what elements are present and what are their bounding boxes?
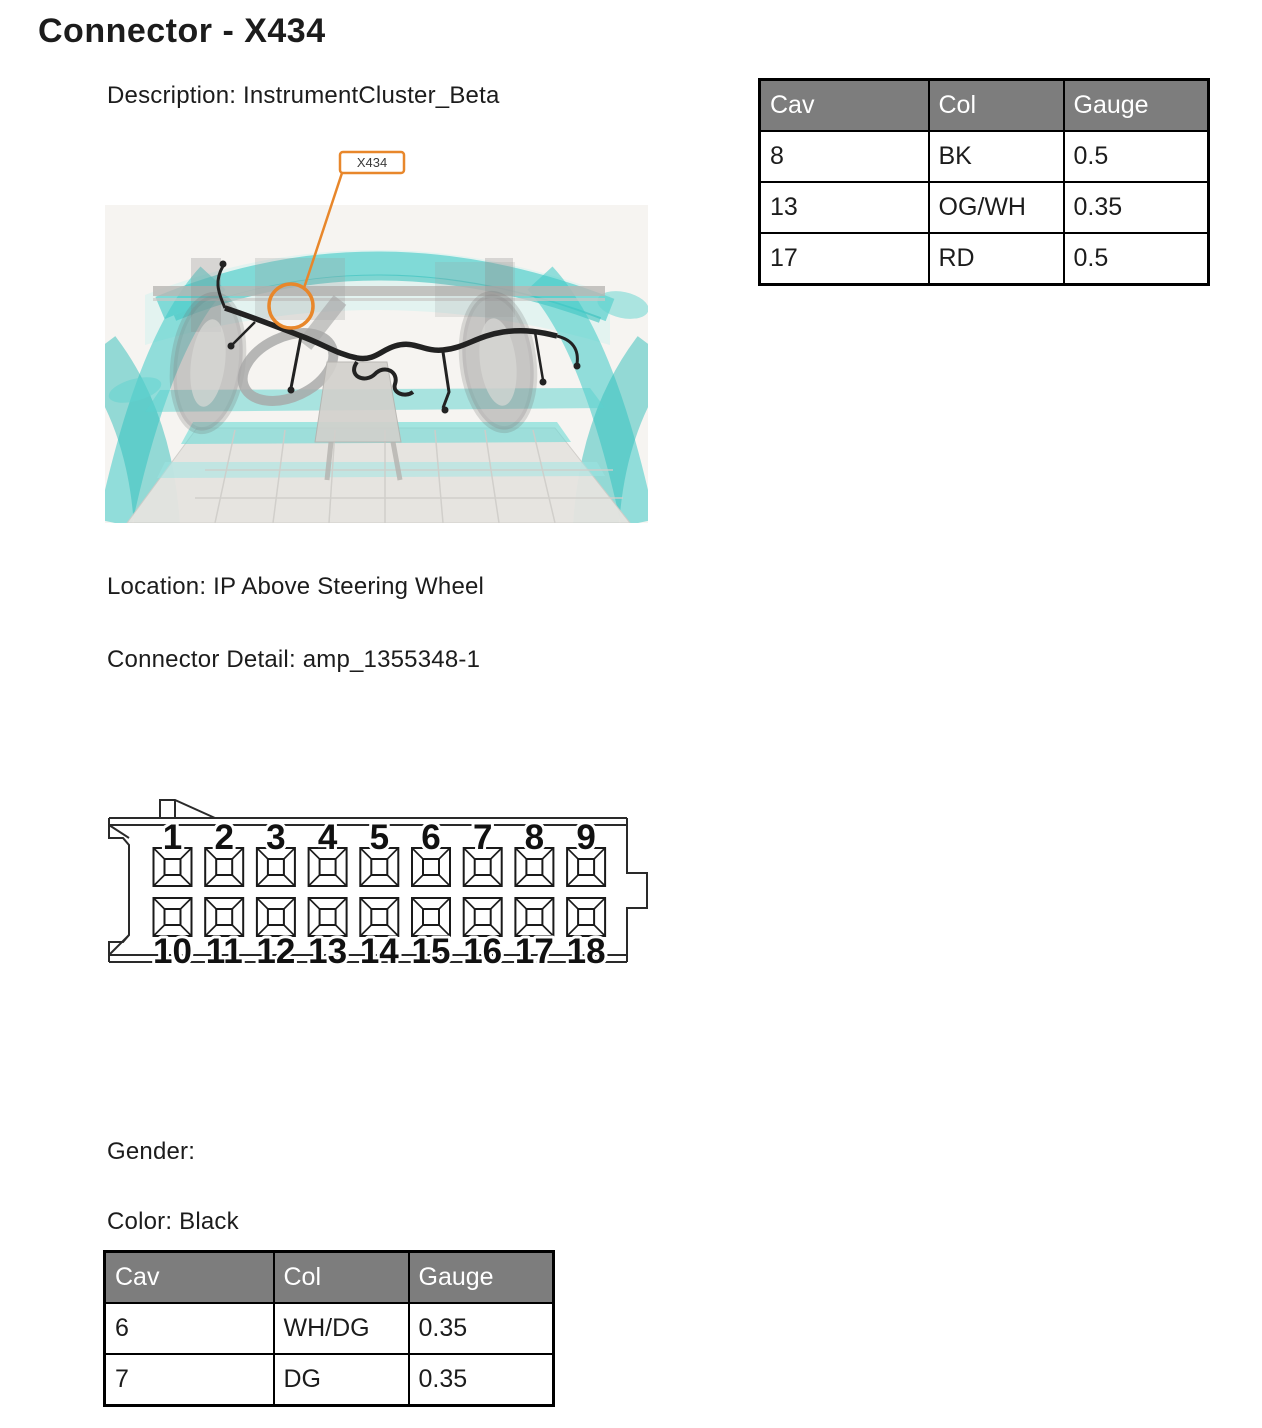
pin-number: 3 [266, 818, 286, 857]
table-row [760, 131, 1209, 182]
pin-number: 11 [205, 932, 243, 971]
pin-cavity [463, 898, 502, 971]
pin-cavity [256, 898, 295, 971]
cell-gauge: 0.35 [409, 1354, 554, 1406]
gender-label: Gender: [107, 1138, 196, 1165]
pin-number: 10 [153, 932, 192, 971]
location-label: Location: [107, 573, 207, 600]
cell-cav: 7 [105, 1354, 274, 1406]
pin-number: 9 [576, 818, 596, 857]
color-label: Color: [107, 1208, 173, 1235]
cell-col: DG [274, 1354, 409, 1406]
cell-col: RD [929, 233, 1064, 285]
pin-cavity [154, 818, 192, 886]
pin-cavity [412, 818, 450, 886]
pin-number: 14 [359, 932, 399, 971]
page-title: Connector - X434 [38, 12, 326, 50]
description-line [107, 82, 500, 110]
center-console [315, 362, 401, 442]
pin-number: 16 [463, 932, 503, 971]
table-header-row [760, 80, 1209, 132]
pin-cavity [257, 818, 295, 886]
connector-detail-label: Connector Detail: [107, 646, 296, 673]
pin-row-top [154, 818, 606, 886]
color-line [107, 1208, 239, 1236]
pin-cavity [205, 818, 243, 886]
col-header-col: Col [929, 80, 1064, 132]
cell-col: WH/DG [274, 1303, 409, 1354]
pin-cavity [464, 818, 502, 886]
pin-number: 17 [514, 932, 554, 971]
pin-number: 1 [162, 818, 183, 857]
pin-cavity [567, 818, 605, 886]
pin-cavity [360, 898, 399, 971]
pin-cavity [412, 898, 451, 971]
pin-cavity [360, 818, 398, 886]
cell-gauge: 0.5 [1064, 233, 1209, 285]
location-value: IP Above Steering Wheel [213, 573, 485, 600]
pin-number: 7 [472, 818, 493, 857]
connector-detail-value: amp_1355348-1 [302, 646, 481, 673]
pin-number: 13 [308, 932, 348, 971]
pin-cavity [153, 898, 192, 971]
cell-gauge: 0.5 [1064, 131, 1209, 182]
col-header-cav: Cav [105, 1252, 274, 1304]
description-value: InstrumentCluster_Beta [243, 82, 500, 109]
pin-number: 2 [214, 818, 234, 857]
cell-gauge: 0.35 [1064, 182, 1209, 233]
col-header-gauge: Gauge [409, 1252, 554, 1304]
pin-number: 6 [421, 818, 441, 857]
pin-number: 15 [411, 932, 451, 971]
location-line [107, 573, 484, 601]
pin-cavity [567, 898, 606, 971]
cell-col: OG/WH [929, 182, 1064, 233]
cell-cav: 6 [105, 1303, 274, 1354]
wire-table-bottom [103, 1250, 555, 1407]
vehicle-cutaway-image [105, 140, 648, 523]
cell-col: BK [929, 131, 1064, 182]
cell-cav: 17 [760, 233, 929, 285]
pin-cavity [308, 898, 347, 971]
pin-row-bottom [153, 898, 606, 971]
vehicle-location-figure [105, 140, 648, 523]
gender-line [107, 1138, 195, 1166]
table-row [760, 182, 1209, 233]
connector-detail-line [107, 646, 480, 674]
table-header-row [105, 1252, 554, 1304]
col-header-gauge: Gauge [1064, 80, 1209, 132]
pin-number: 12 [256, 932, 296, 971]
cell-cav: 8 [760, 131, 929, 182]
pin-number: 4 [317, 818, 338, 857]
pin-number: 5 [369, 818, 390, 857]
pin-cavity [205, 898, 243, 971]
pin-cavity [515, 898, 554, 971]
table-row [105, 1354, 554, 1406]
pin-cavity [515, 818, 553, 886]
connector-pinout-diagram [105, 785, 650, 977]
col-header-col: Col [274, 1252, 409, 1304]
description-label: Description: [107, 82, 237, 109]
callout-label: X434 [356, 155, 388, 170]
col-header-cav: Cav [760, 80, 929, 132]
cell-gauge: 0.35 [409, 1303, 554, 1354]
table-row [760, 233, 1209, 285]
cell-cav: 13 [760, 182, 929, 233]
pin-number: 8 [524, 818, 545, 857]
color-value: Black [179, 1208, 239, 1235]
pin-cavity [309, 818, 347, 886]
pin-number: 18 [566, 932, 606, 971]
table-row [105, 1303, 554, 1354]
wire-table-right [758, 78, 1210, 286]
